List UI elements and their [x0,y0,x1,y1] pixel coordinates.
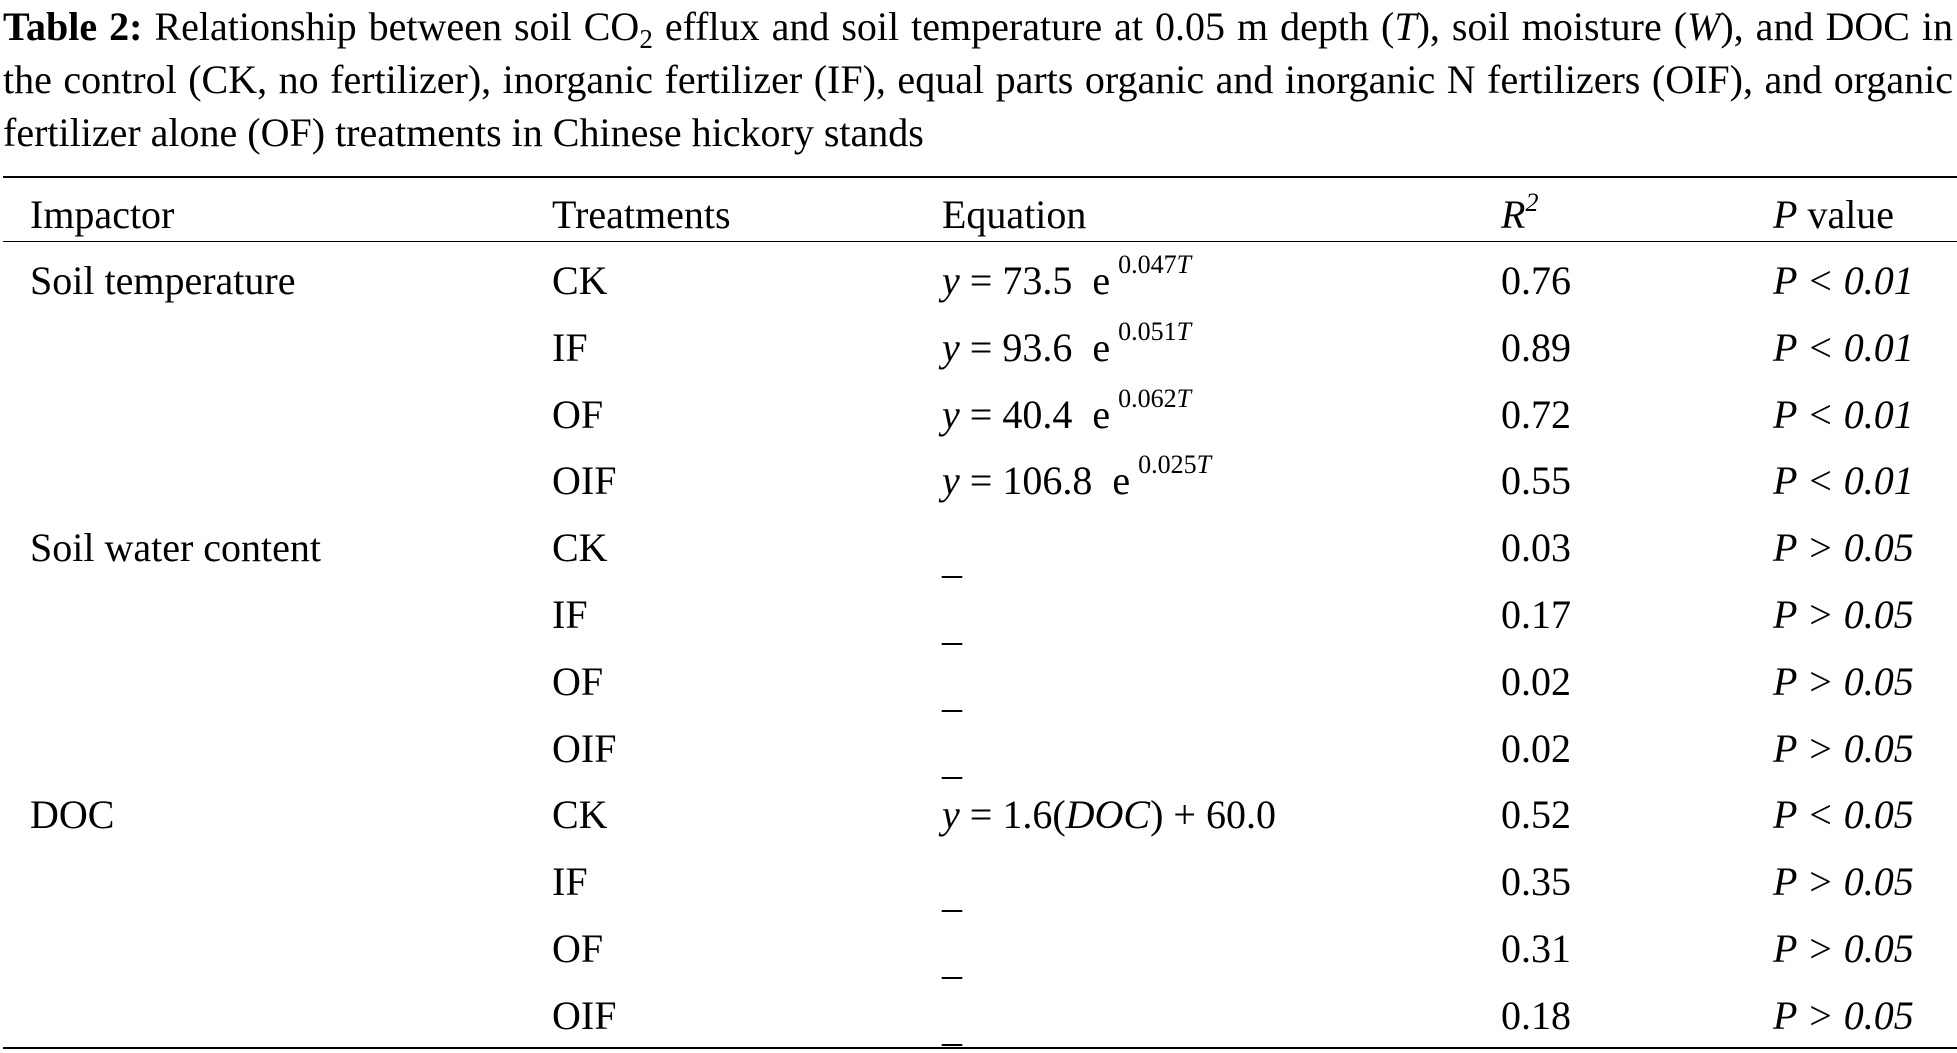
table-header-rule [3,241,1957,242]
r-squared-cell: 0.89 [1501,325,1571,370]
p-value-cell: P < 0.01 [1773,325,1914,370]
equation-cell [942,993,962,1050]
r-squared-cell: 0.02 [1501,726,1571,771]
header-impactor: Impactor [30,192,175,237]
p-value-cell: P > 0.05 [1773,525,1914,570]
caption-text-2: efflux and soil temperature at 0.05 m depth ( [652,4,1395,49]
p-value-cell: P < 0.01 [1773,458,1914,503]
equation-cell [942,792,1276,838]
header-p-rest: value [1797,192,1895,237]
equation-y: y [942,792,960,837]
equation-exponent-var: T [1176,250,1192,279]
equation-cell [942,525,962,582]
p-value-cell: P > 0.05 [1773,659,1914,704]
impactor-cell: Soil water content [30,525,322,570]
equation-cell [942,384,1192,438]
treatment-cell: CK [552,525,608,570]
equation-cell [942,659,962,716]
treatment-cell: OF [552,926,604,971]
caption-label: Table 2: [3,4,143,49]
r-squared-cell: 0.52 [1501,792,1571,837]
equation-dash: _ [942,604,962,649]
equation-dash: _ [942,738,962,783]
r-squared-cell: 0.02 [1501,659,1571,704]
equation-cell [942,859,962,916]
treatment-cell: IF [552,592,588,637]
caption-t-symbol: T [1394,4,1417,49]
equation-exponent [1118,250,1191,279]
equation-main: = 106.8 e [959,458,1131,503]
header-r-sup: 2 [1525,188,1539,217]
equation-cell [942,592,962,649]
caption-text-1: Relationship between soil CO [154,4,640,49]
equation-exponent [1138,450,1211,479]
equation-exponent [1118,384,1191,413]
treatment-cell: OF [552,659,604,704]
p-value-cell: P > 0.05 [1773,592,1914,637]
p-value-cell: P > 0.05 [1773,993,1914,1038]
p-value-cell: P < 0.01 [1773,392,1914,437]
equation-cell [942,250,1192,304]
p-value-cell: P > 0.05 [1773,859,1914,904]
treatment-cell: OIF [552,726,617,771]
equation-dash: _ [942,871,962,916]
caption-w-symbol: W [1687,4,1721,49]
table-top-rule [3,176,1957,178]
equation-dash: _ [942,938,962,983]
equation-doc: DOC [1065,792,1151,837]
r-squared-cell: 0.72 [1501,392,1571,437]
equation-cell [942,317,1192,371]
p-value-cell: P < 0.05 [1773,792,1914,837]
r-squared-cell: 0.55 [1501,458,1571,503]
equation-cell [942,926,962,983]
equation-dash: _ [942,671,962,716]
treatment-cell: OIF [552,458,617,503]
caption-text-3: ), soil moisture ( [1416,4,1688,49]
impactor-cell: Soil temperature [30,258,296,303]
header-p-symbol: P [1773,192,1798,237]
caption-subscript: 2 [639,24,653,54]
header-treatments: Treatments [552,192,731,237]
equation-y: y [942,258,960,303]
r-squared-cell: 0.17 [1501,592,1571,637]
equation-exponent-var: T [1196,450,1212,479]
table-bottom-rule [3,1047,1957,1049]
equation-exponent-value: 0.047 [1118,250,1177,279]
equation-dash: _ [942,537,962,582]
equation-exponent-value: 0.025 [1138,450,1197,479]
p-value-cell: P > 0.05 [1773,926,1914,971]
treatment-cell: OF [552,392,604,437]
equation-main: = 1.6( [959,792,1066,837]
r-squared-cell: 0.18 [1501,993,1571,1038]
equation-y: y [942,392,960,437]
treatment-cell: CK [552,258,608,303]
caption-text-4: ), and DOC in the control (CK, no fertilizer), inorganic fertilizer (IF), equal parts organic and inorganic N fertilizers (OIF), and organic fertilizer alone (OF) treatments in Chinese hickory stands [3,4,1954,155]
equation-main: = 73.5 e [959,258,1111,303]
treatment-cell: CK [552,792,608,837]
equation-main: = 93.6 e [959,325,1111,370]
equation-exponent-var: T [1176,317,1192,346]
equation-cell [942,726,962,783]
equation-dash: _ [942,1005,962,1050]
r-squared-cell: 0.76 [1501,258,1571,303]
r-squared-cell: 0.35 [1501,859,1571,904]
p-value-cell: P > 0.05 [1773,726,1914,771]
header-p-value [1773,192,1894,238]
treatment-cell: OIF [552,993,617,1038]
equation-tail: ) + 60.0 [1150,792,1276,837]
equation-main: = 40.4 e [959,392,1111,437]
equation-exponent-var: T [1176,384,1192,413]
equation-y: y [942,325,960,370]
header-r-base: R [1501,192,1526,237]
equation-exponent-value: 0.051 [1118,317,1177,346]
header-r-squared [1501,188,1539,238]
r-squared-cell: 0.03 [1501,525,1571,570]
equation-exponent-value: 0.062 [1118,384,1177,413]
treatment-cell: IF [552,325,588,370]
r-squared-cell: 0.31 [1501,926,1571,971]
equation-exponent [1118,317,1191,346]
header-equation: Equation [942,192,1087,237]
equation-y: y [942,458,960,503]
treatment-cell: IF [552,859,588,904]
table-caption [3,0,1953,159]
equation-cell [942,450,1212,504]
impactor-cell: DOC [30,792,115,837]
p-value-cell: P < 0.01 [1773,258,1914,303]
